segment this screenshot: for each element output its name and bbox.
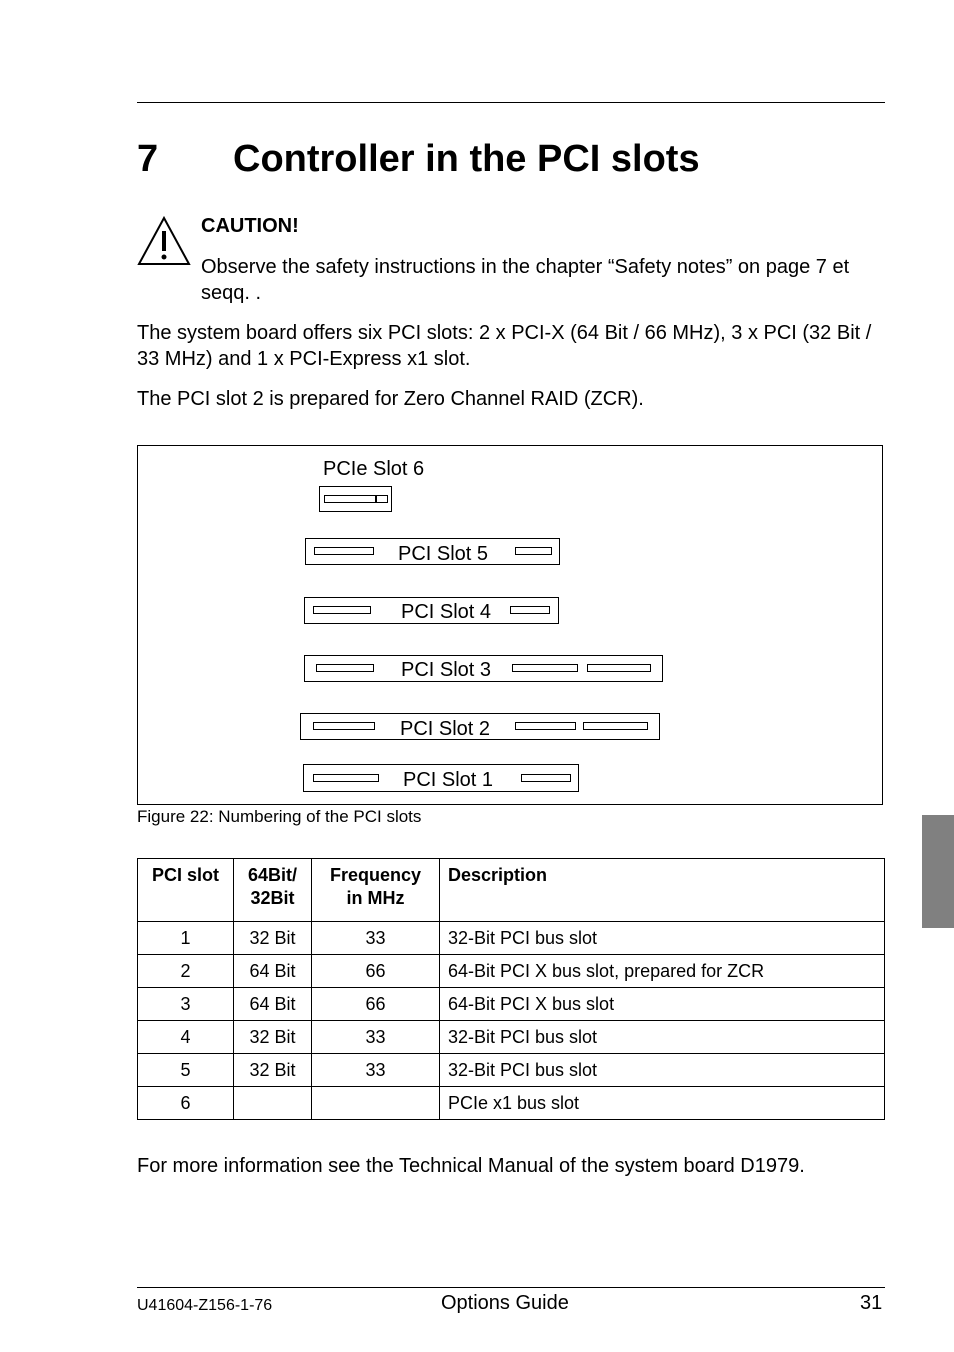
header-rule xyxy=(137,102,885,103)
slot-5-label: PCI Slot 5 xyxy=(398,543,489,565)
cell-slot: 2 xyxy=(138,955,234,988)
slot-2-label: PCI Slot 2 xyxy=(400,718,491,740)
table-row xyxy=(138,922,885,955)
header-description: Description xyxy=(440,859,885,922)
table-row xyxy=(138,1021,885,1054)
cell-bits: 64 Bit xyxy=(234,988,312,1021)
cell-description: 64-Bit PCI X bus slot xyxy=(440,988,885,1021)
figure-caption: Figure 22: Numbering of the PCI slots xyxy=(137,807,422,826)
zcr-paragraph: The PCI slot 2 is prepared for Zero Channel RAID (ZCR). xyxy=(137,388,644,410)
table-row xyxy=(138,1054,885,1087)
slot-4-label: PCI Slot 4 xyxy=(401,601,492,623)
slot-connector xyxy=(510,606,550,614)
cell-description: 32-Bit PCI bus slot xyxy=(440,1021,885,1054)
table-header-row xyxy=(138,859,885,922)
pci-slot-2 xyxy=(300,713,660,740)
cell-description: 32-Bit PCI bus slot xyxy=(440,1054,885,1087)
table-row xyxy=(138,1087,885,1120)
cell-bits: 32 Bit xyxy=(234,1021,312,1054)
cell-frequency: 33 xyxy=(312,922,440,955)
intro-paragraph: The system board offers six PCI slots: 2 x PCI-X (64 Bit / 66 MHz), 3 x PCI (32 Bit / 33 MHz) and 1 x PCI-Express x1 slot. xyxy=(137,322,872,370)
slot-1-label: PCI Slot 1 xyxy=(403,769,494,791)
cell-frequency: 33 xyxy=(312,1054,440,1087)
cell-description: 32-Bit PCI bus slot xyxy=(440,922,885,955)
cell-frequency: 66 xyxy=(312,988,440,1021)
cell-slot: 4 xyxy=(138,1021,234,1054)
slot-3-label: PCI Slot 3 xyxy=(401,659,492,681)
cell-frequency xyxy=(312,1087,440,1120)
pci-slot-4 xyxy=(304,597,559,624)
footer-page-number: 31 xyxy=(860,1292,883,1314)
slot-connector xyxy=(515,547,552,555)
footer-rule xyxy=(137,1287,885,1288)
slot-connector xyxy=(512,664,578,672)
chapter-number: 7 xyxy=(137,138,159,180)
slot-connector xyxy=(316,664,374,672)
pci-slots-figure xyxy=(137,445,883,805)
slot-connector xyxy=(313,774,379,782)
table-row xyxy=(138,988,885,1021)
cell-description: 64-Bit PCI X bus slot, prepared for ZCR xyxy=(440,955,885,988)
cell-bits: 64 Bit xyxy=(234,955,312,988)
slot-connector xyxy=(313,606,371,614)
caution-text: Observe the safety instructions in the chapter “Safety notes” on page 7 et seqq. . xyxy=(201,256,850,304)
slot-6-label: PCIe Slot 6 xyxy=(323,458,425,480)
cell-frequency: 66 xyxy=(312,955,440,988)
slot-connector xyxy=(583,722,648,730)
caution-triangle-icon xyxy=(137,215,191,267)
slot-connector xyxy=(587,664,651,672)
pci-slot-3 xyxy=(304,655,663,682)
cell-bits: 32 Bit xyxy=(234,1054,312,1087)
cell-slot: 3 xyxy=(138,988,234,1021)
cell-slot: 5 xyxy=(138,1054,234,1087)
header-pci-slot: PCI slot xyxy=(138,859,234,922)
slot-connector xyxy=(313,722,375,730)
pci-slot-5 xyxy=(305,538,560,565)
slot-connector xyxy=(521,774,571,782)
cell-bits: 32 Bit xyxy=(234,922,312,955)
pci-slot-table xyxy=(137,858,885,1120)
header-frequency: Frequency in MHz xyxy=(312,859,440,922)
cell-slot: 1 xyxy=(138,922,234,955)
table-row xyxy=(138,955,885,988)
cell-description: PCIe x1 bus slot xyxy=(440,1087,885,1120)
cell-frequency: 33 xyxy=(312,1021,440,1054)
caution-title: CAUTION! xyxy=(201,215,299,237)
cell-slot: 6 xyxy=(138,1087,234,1120)
chapter-title: Controller in the PCI slots xyxy=(233,138,700,180)
footer-guide-title: Options Guide xyxy=(441,1292,569,1314)
cell-bits xyxy=(234,1087,312,1120)
pci-slot-1 xyxy=(303,764,579,792)
pcie-slot-6 xyxy=(319,486,392,512)
header-bit-width: 64Bit/ 32Bit xyxy=(234,859,312,922)
slot-connector xyxy=(515,722,576,730)
footer-document-id: U41604-Z156-1-76 xyxy=(137,1297,273,1314)
chapter-thumb-tab xyxy=(922,815,954,928)
slot-connector xyxy=(324,495,376,503)
more-info-paragraph: For more information see the Technical Manual of the system board D1979. xyxy=(137,1155,805,1177)
slot-connector xyxy=(376,495,388,503)
slot-connector xyxy=(314,547,374,555)
